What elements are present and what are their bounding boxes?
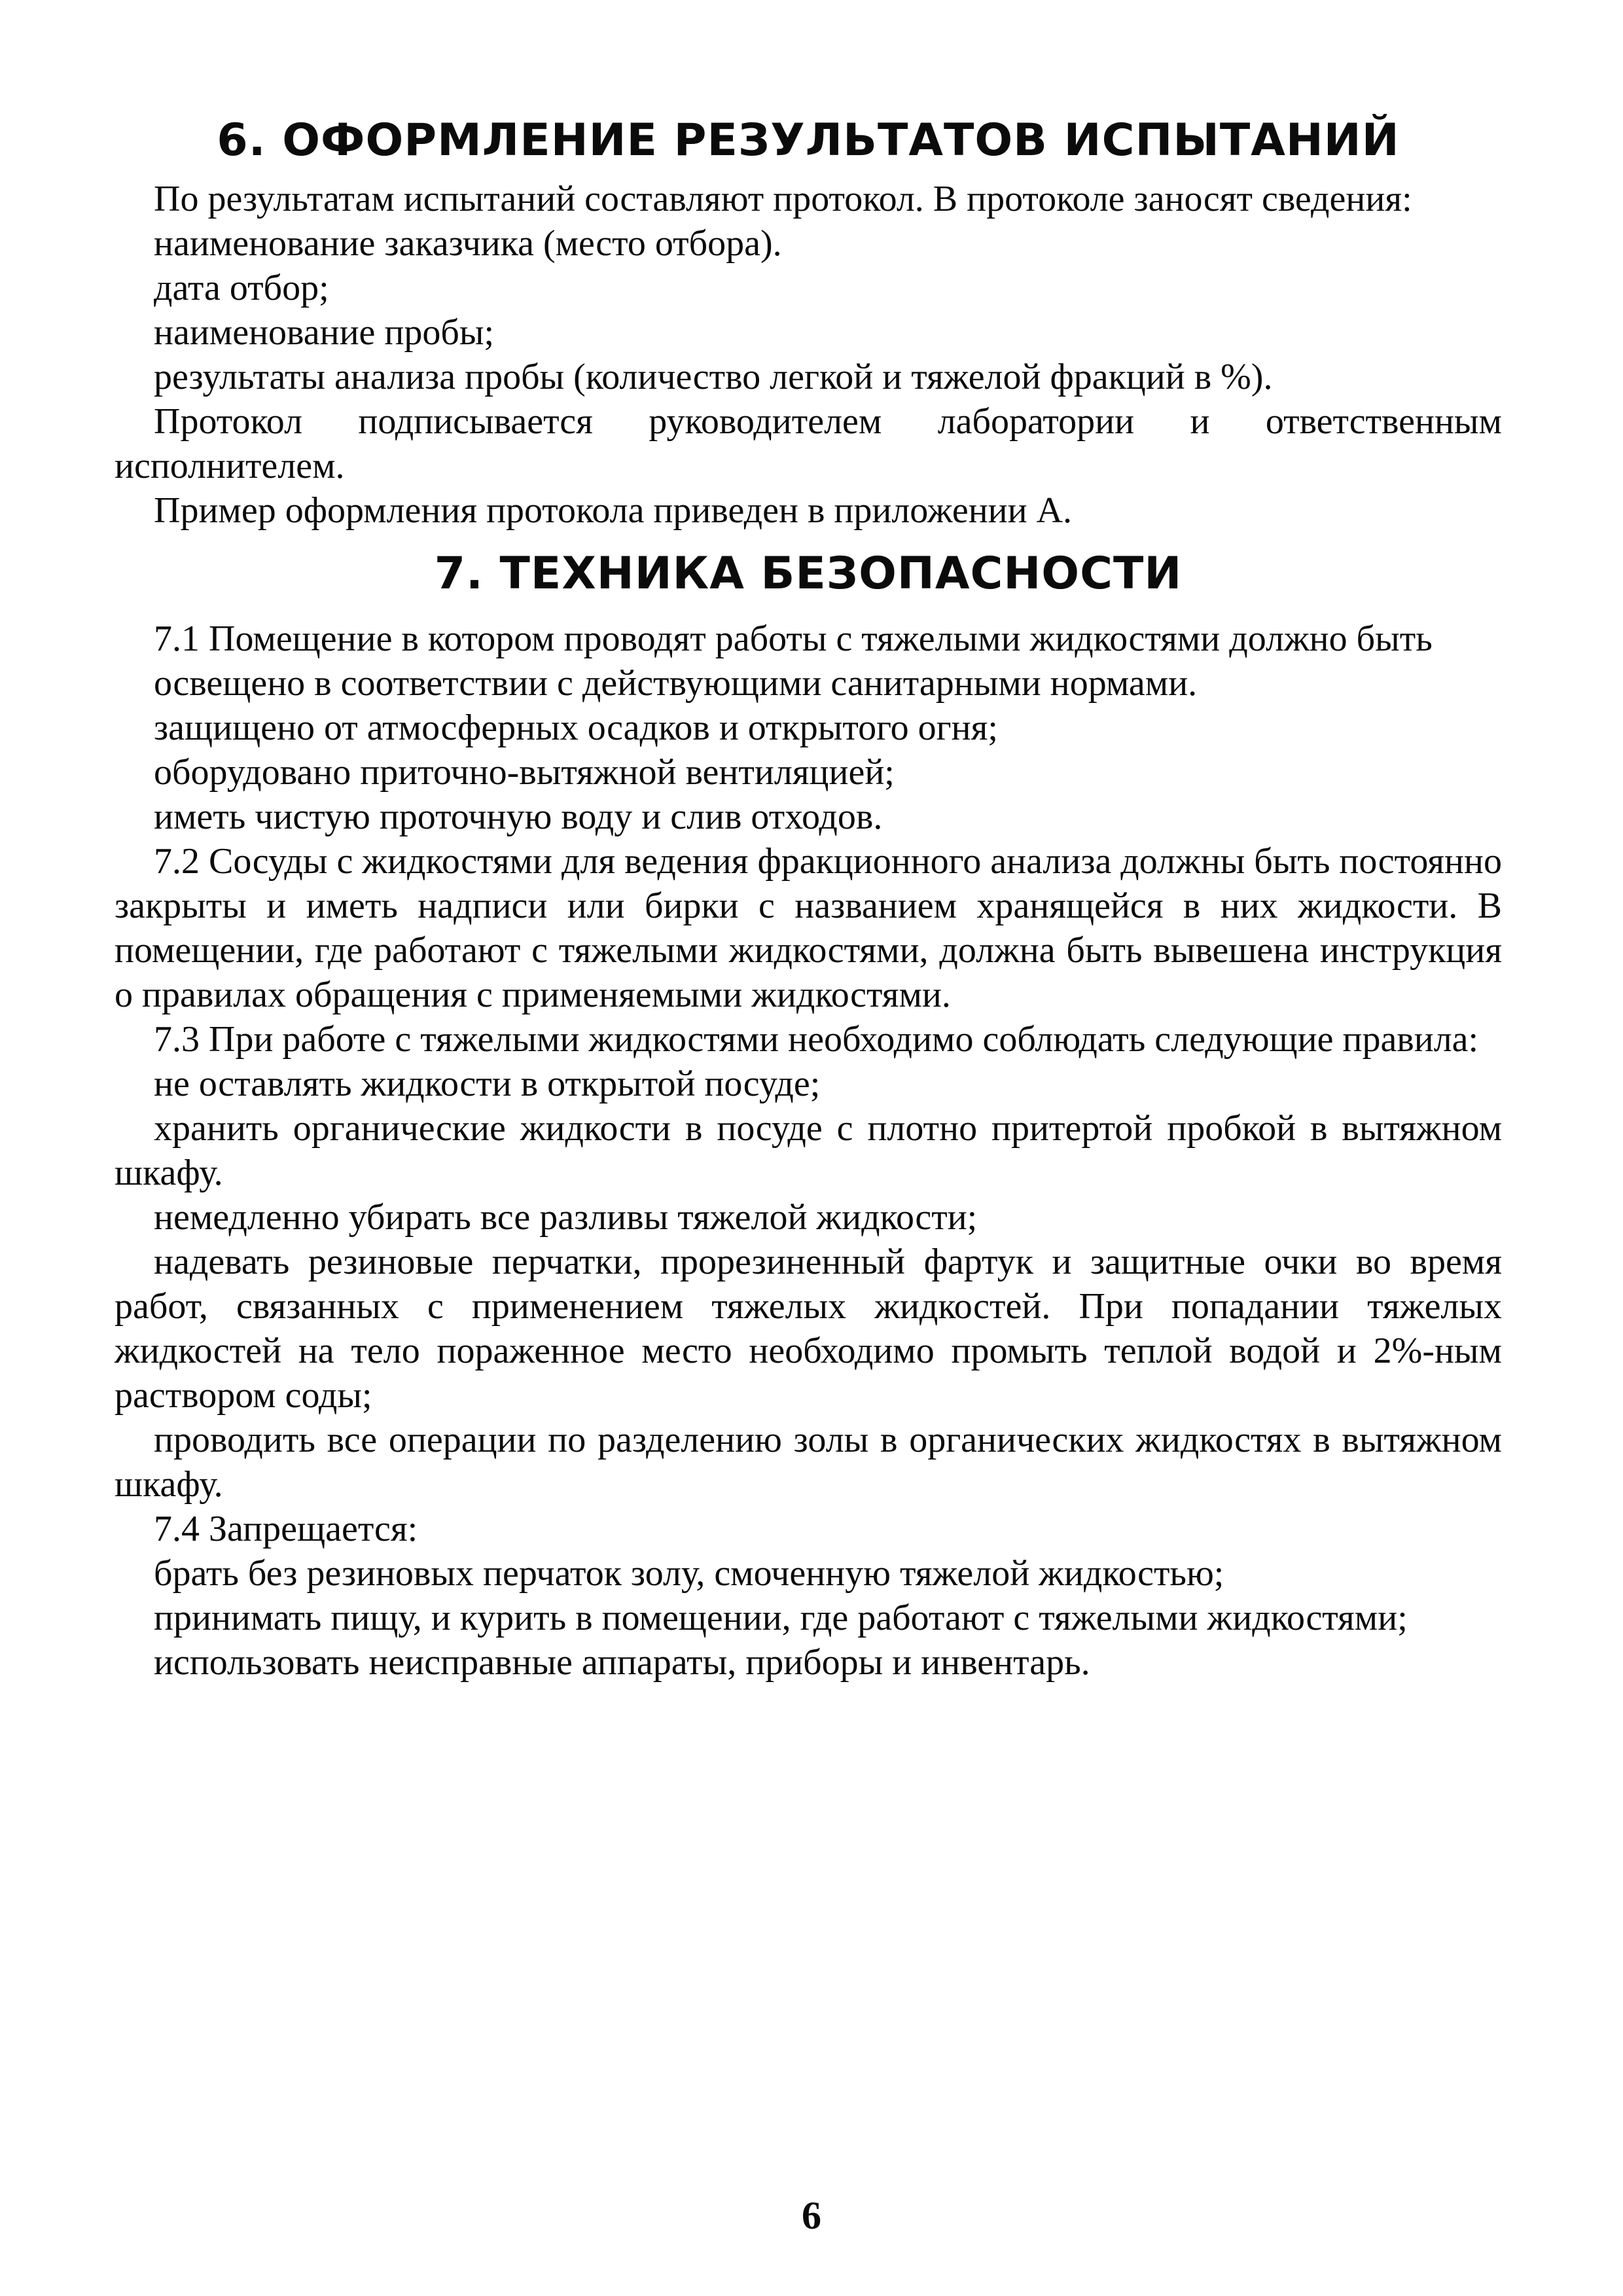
document-page	[115, 111, 1502, 1685]
paragraph-7-2: 7.2 Сосуды с жидкостями для ведения фракционного анализа должны быть постоянно закрыты и иметь надписи или бирки с названием хранящейся в них жидкости. В помещении, где работают с тяжелыми жидкостями, должна быть вывешена инструкция о правилах обращения с применяемыми жидкостями.	[115, 841, 1502, 1015]
section-7-title: 7. ТЕХНИКА БЕЗОПАСНОСТИ	[434, 548, 1183, 600]
paragraph-7-3: 7.3 При работе с тяжелыми жидкостями необходимо соблюдать следующие правила:	[154, 1019, 1479, 1060]
list-item: результаты анализа пробы (количество легкой и тяжелой фракций в %).	[154, 357, 1273, 397]
paragraph-7-1: 7.1 Помещение в котором проводят работы с тяжелыми жидкостями должно быть	[154, 619, 1433, 659]
list-item: освещено в соответствии с действующими санитарными нормами.	[154, 663, 1198, 704]
list-item: брать без резиновых перчаток золу, смоченную тяжелой жидкостью;	[154, 1553, 1224, 1594]
section-6-example: Пример оформления протокола приведен в приложении А.	[154, 490, 1073, 531]
list-item: наименование пробы;	[154, 312, 495, 353]
paragraph-7-4: 7.4 Запрещается:	[154, 1509, 418, 1549]
list-item: немедленно убирать все разливы тяжелой жидкости;	[154, 1197, 978, 1238]
section-6-intro: По результатам испытаний составляют протокол. В протоколе заносят сведения:	[154, 179, 1412, 219]
list-item: принимать пищу, и курить в помещении, где работают с тяжелыми жидкостями;	[154, 1598, 1408, 1638]
list-item: иметь чистую проточную воду и слив отходов.	[154, 797, 883, 837]
list-item: наименование заказчика (место отбора).	[154, 223, 782, 264]
section-6-title: 6. ОФОРМЛЕНИЕ РЕЗУЛЬТАТОВ ИСПЫТАНИЙ	[217, 115, 1400, 166]
list-item: защищено от атмосферных осадков и открытого огня;	[154, 708, 998, 748]
list-item: хранить органические жидкости в посуде с плотно притертой пробкой в вытяжном шкафу.	[115, 1108, 1502, 1193]
list-item: использовать неисправные аппараты, приборы и инвентарь.	[154, 1642, 1090, 1683]
page-number: 6	[802, 2194, 821, 2237]
list-item: проводить все операции по разделению золы в органических жидкостях в вытяжном шкафу.	[115, 1420, 1502, 1505]
list-item: надевать резиновые перчатки, прорезиненный фартук и защитные очки во время работ, связанных с применением тяжелых жидкостей. При попадании тяжелых жидкостей на тело пораженное место необходимо промыть теплой водой и 2%-ным раствором соды;	[115, 1242, 1502, 1416]
list-item: оборудовано приточно-вытяжной вентиляцией;	[154, 752, 895, 793]
section-6-signed: Протокол подписывается руководителем лаборатории и ответственным исполнителем.	[115, 401, 1502, 486]
list-item: не оставлять жидкости в открытой посуде;	[154, 1064, 821, 1104]
list-item: дата отбор;	[154, 268, 329, 308]
